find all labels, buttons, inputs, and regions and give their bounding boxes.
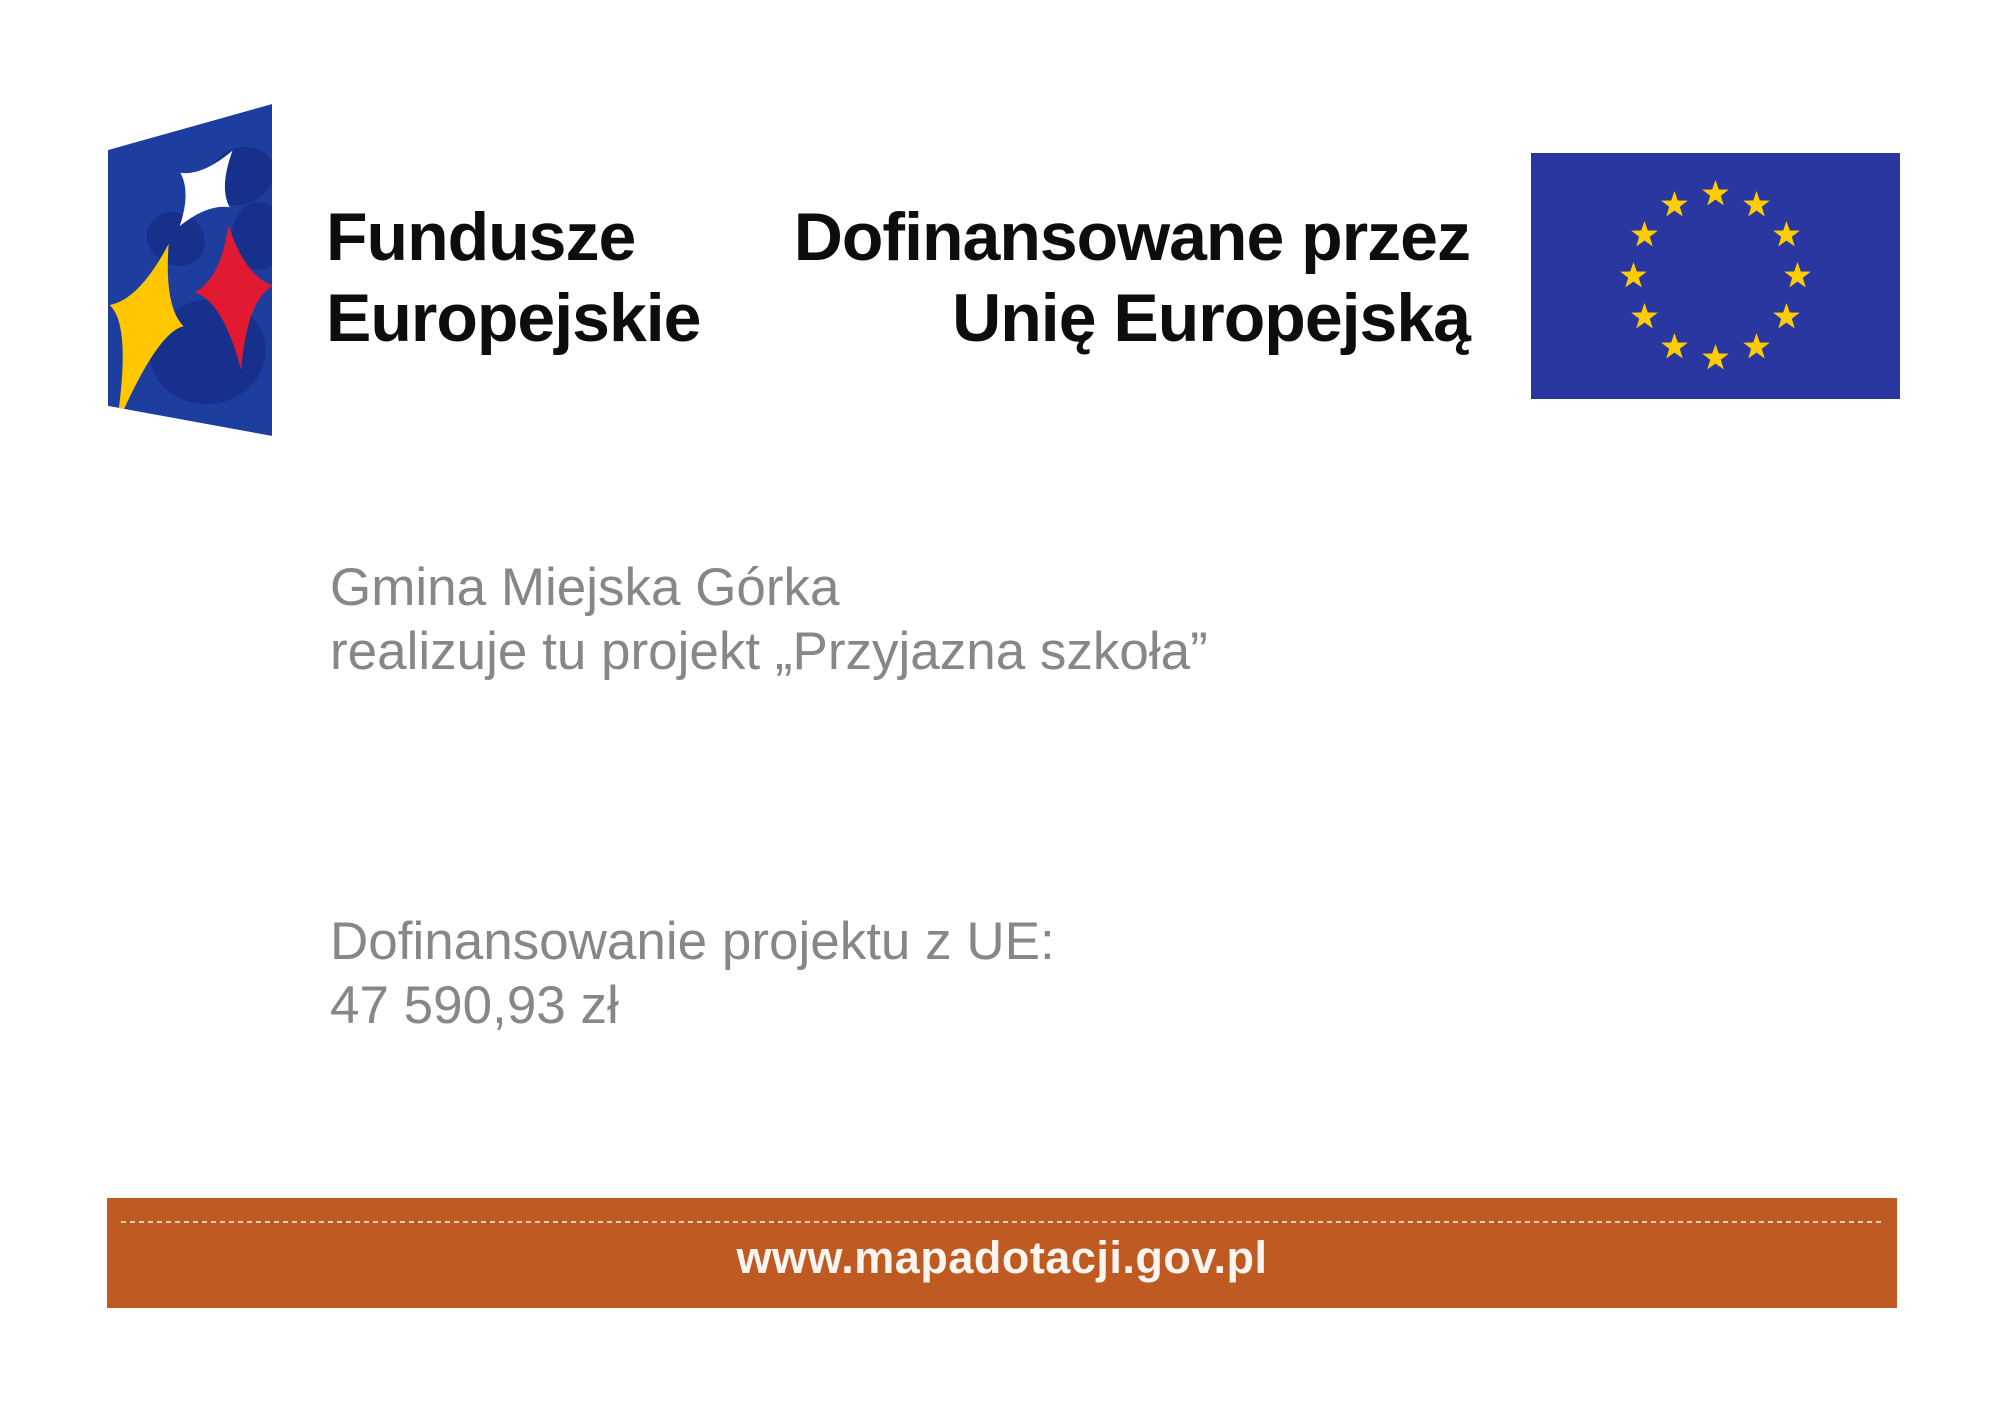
funding-text — [330, 910, 1055, 1038]
fundusze-europejskie-logo-icon — [108, 104, 272, 436]
footer-website-url: www.mapadotacji.gov.pl — [736, 1232, 1268, 1283]
funded-by-eu-label — [794, 197, 1470, 359]
fe-logo-wordmark-line2: Europejskie — [326, 280, 701, 356]
funding-amount: 47 590,93 zł — [330, 976, 619, 1035]
funded-by-eu-line1: Dofinansowane przez — [793, 199, 1470, 275]
footer-banner — [107, 1198, 1897, 1308]
fe-logo-wordmark-line1: Fundusze — [326, 199, 636, 275]
beneficiary-name: Gmina Miejska Górka — [330, 558, 840, 617]
beneficiary-text — [330, 556, 1208, 684]
project-name: realizuje tu projekt „Przyjazna szkoła” — [330, 622, 1208, 681]
funded-by-eu-line2: Unię Europejską — [952, 280, 1470, 356]
funding-label: Dofinansowanie projektu z UE: — [330, 912, 1055, 971]
eu-flag-icon — [1531, 153, 1900, 399]
fe-logo-wordmark — [326, 197, 701, 359]
